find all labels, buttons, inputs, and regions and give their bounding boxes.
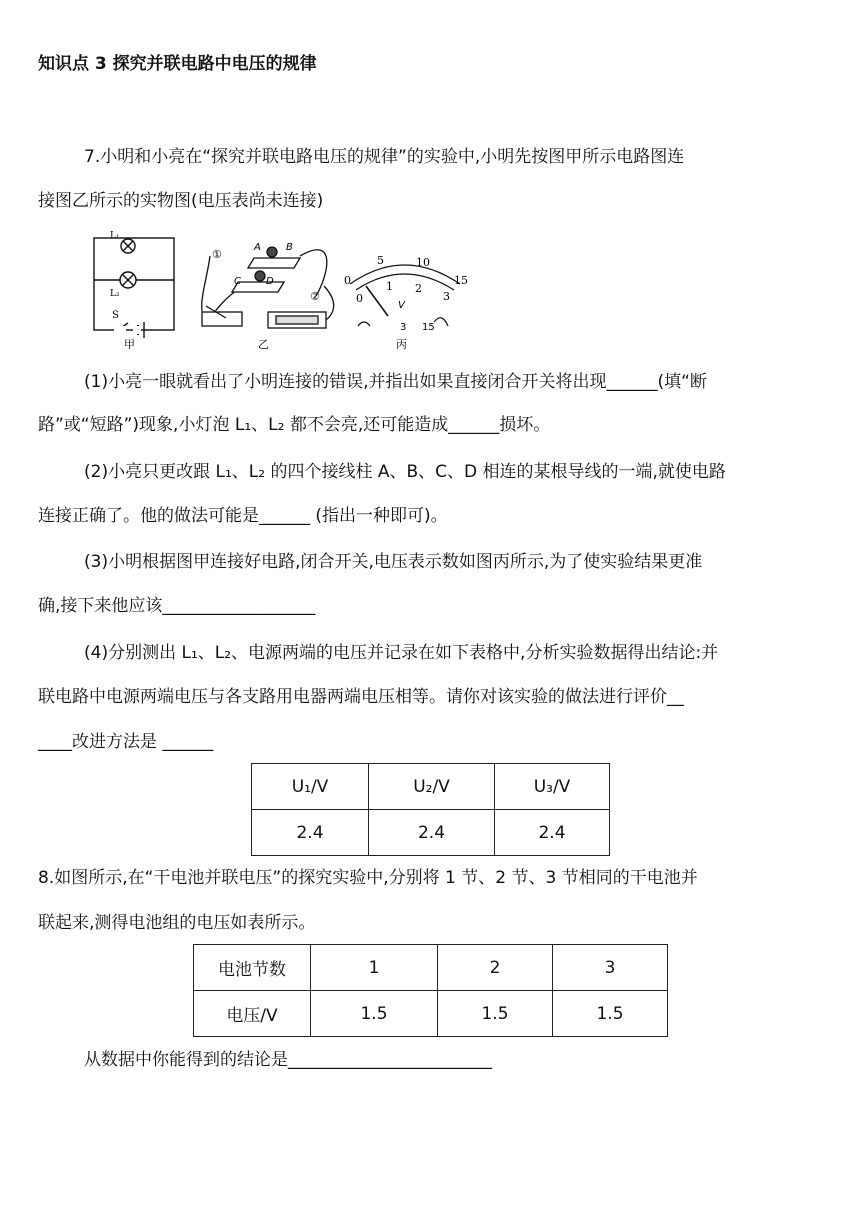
scale-bottom-3: 3 [443, 290, 450, 303]
table-row [194, 945, 668, 991]
table-cell: 1 [311, 945, 438, 991]
table-cell: 1.5 [553, 991, 668, 1037]
table-cell: 2 [438, 945, 553, 991]
q7-figure [88, 226, 478, 354]
section-heading: 知识点 3 探究并联电路中电压的规律 [38, 54, 317, 74]
q7-part2-line2: 连接正确了。他的做法可能是______ (指出一种即可)。 [38, 506, 448, 526]
wire-2-label: ② [310, 290, 320, 303]
fig-label-jia: 甲 [124, 338, 135, 351]
terminal-3: 3 [400, 322, 407, 333]
q7-part3-line2: 确,接下来他应该__________________ [38, 596, 316, 616]
terminal-15: 15 [422, 322, 435, 333]
scale-bottom-2: 2 [415, 282, 422, 295]
table-row [252, 810, 610, 856]
table-cell: 3 [553, 945, 668, 991]
terminal-B-label: B [286, 242, 293, 253]
switch-label: S [112, 310, 119, 321]
table-row-label: 电池节数 [194, 945, 311, 991]
q8-stem-line2: 联起来,测得电池组的电压如表所示。 [38, 913, 316, 933]
q7-stem-line2: 接图乙所示的实物图(电压表尚未连接) [38, 191, 324, 211]
table-cell: 2.4 [369, 810, 495, 856]
q7-part4-line2: 联电路中电源两端电压与各支路用电器两端电压相等。请你对该实验的做法进行评价__ [38, 687, 684, 707]
L2-label: L₂ [110, 289, 120, 299]
q7-part4-line3: ____改进方法是 ______ [38, 732, 214, 752]
unit-V: V [398, 300, 405, 311]
table-cell: 1.5 [311, 991, 438, 1037]
terminal-D-label: D [266, 276, 274, 287]
q7-part1-line2: 路”或“短路”)现象,小灯泡 L₁、L₂ 都不会亮,还可能造成______损坏。 [38, 415, 551, 435]
q7-part2-line1: (2)小亮只更改跟 L₁、L₂ 的四个接线柱 A、B、C、D 相连的某根导线的一端,就使电路 [84, 462, 726, 482]
scale-top-10: 10 [416, 256, 430, 269]
fig-label-yi: 乙 [258, 338, 269, 351]
q7-part4-line1: (4)分别测出 L₁、L₂、电源两端的电压并记录在如下表格中,分析实验数据得出结论:并 [84, 643, 719, 663]
scale-bottom-1: 1 [386, 280, 393, 293]
scale-top-0: 0 [344, 274, 351, 287]
q7-part1-line1: (1)小亮一眼就看出了小明连接的错误,并指出如果直接闭合开关将出现______(填“断 [84, 372, 707, 392]
scale-top-15: 15 [454, 274, 468, 287]
table-header-U1: U₁/V [252, 764, 369, 810]
circuit-diagram-jia [94, 238, 174, 338]
q7-part3-line1: (3)小明根据图甲连接好电路,闭合开关,电压表示数如图丙所示,为了使实验结果更准 [84, 552, 703, 572]
table-row [194, 991, 668, 1037]
q7-stem-line1: 7.小明和小亮在“探究并联电路电压的规律”的实验中,小明先按图甲所示电路图连 [84, 147, 685, 167]
q8-battery-table [193, 944, 668, 1037]
scale-top-5: 5 [377, 254, 384, 267]
q7-voltage-table [251, 763, 610, 856]
wire-1-label: ① [212, 248, 222, 261]
table-cell: 2.4 [495, 810, 610, 856]
table-row-label: 电压/V [194, 991, 311, 1037]
L1-label: L₁ [110, 231, 120, 241]
fig-label-bing: 丙 [396, 338, 407, 351]
table-cell: 2.4 [252, 810, 369, 856]
table-row [252, 764, 610, 810]
scale-bottom-0: 0 [356, 292, 363, 305]
q8-stem-line1: 8.如图所示,在“干电池并联电压”的探究实验中,分别将 1 节、2 节、3 节相同的干电池并 [38, 868, 698, 888]
table-cell: 1.5 [438, 991, 553, 1037]
table-header-U2: U₂/V [369, 764, 495, 810]
table-header-U3: U₃/V [495, 764, 610, 810]
terminal-C-label: C [234, 276, 241, 287]
q8-conclusion: 从数据中你能得到的结论是________________________ [84, 1050, 492, 1070]
terminal-A-label: A [254, 242, 261, 253]
